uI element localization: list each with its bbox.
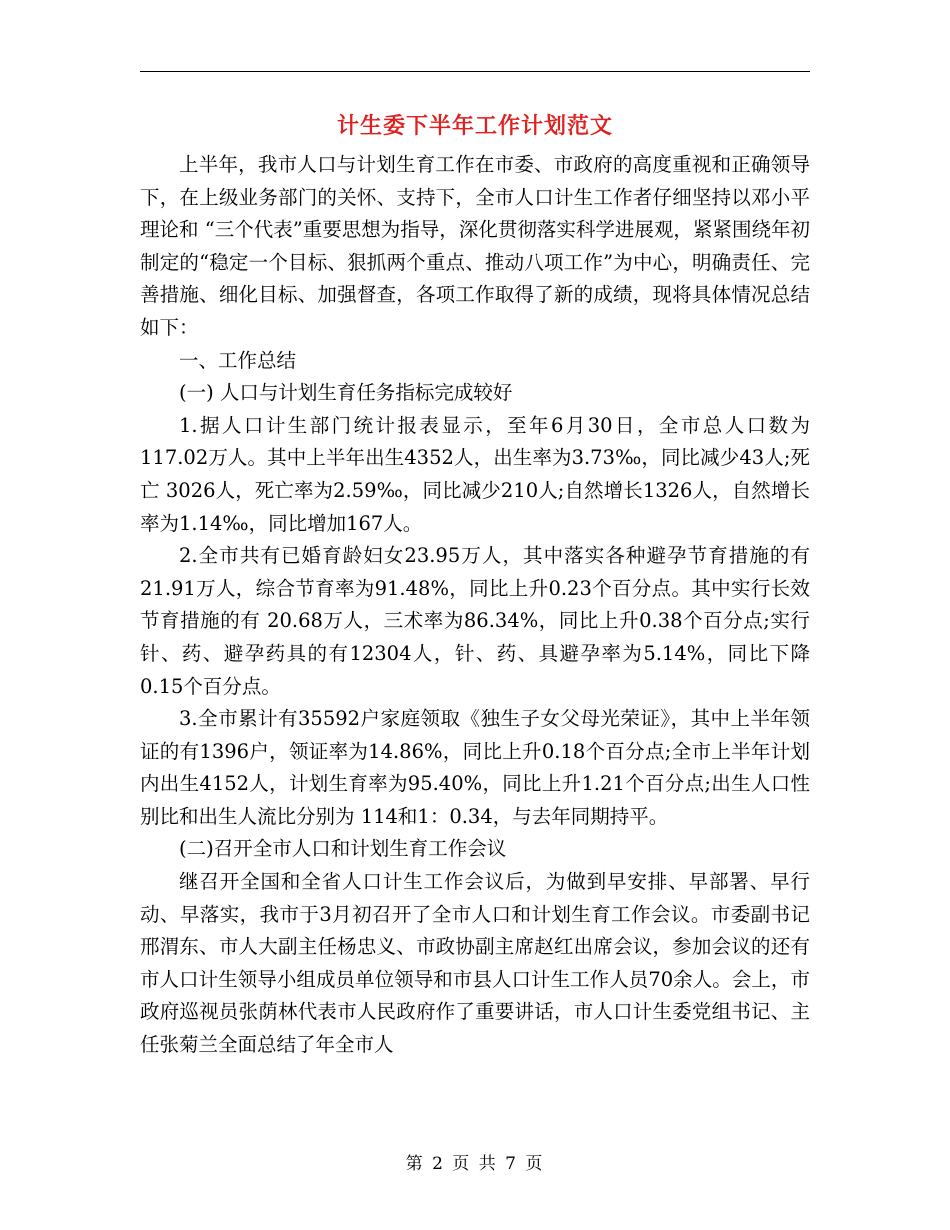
subsection-heading-meeting: (二)召开全市人口和计划生育工作会议 <box>179 837 507 861</box>
document-body <box>140 149 810 1062</box>
paragraph-contraception-stats: 2.全市共有已婚育龄妇女23.95万人，其中落实各种避孕节育措施的有21.91万人，综合节育率为91.48%，同比上升0.23个百分点。其中实行长效节育措施的有 20.68万人，三术率为86.34%，同比上升0.38个百分点;实行针、药、避孕药具的有12304人，针、药、具避孕率为5.14%，同比下降 0.15个百分点。 <box>140 544 810 698</box>
page-number-footer: 第 2 页 共 7 页 <box>405 1154 545 1174</box>
document-title: 计生委下半年工作计划范文 <box>336 113 613 139</box>
header-rule <box>140 71 810 72</box>
paragraph-population-stats: 1.据人口计生部门统计报表显示，至年6月30日，全市总人口数为117.02万人。其中上半年出生4352人，出生率为3.73‰，同比减少43人;死亡 3026人，死亡率为2.59‰，同比减少210人;自然增长1326人，自然增长率为1.14‰，同比增加167人。 <box>140 413 810 535</box>
paragraph-certificate-stats: 3.全市累计有35592户家庭领取《独生子女父母光荣证》，其中上半年领证的有1396户，领证率为14.86%，同比上升0.18个百分点;全市上半年计划内出生4152人，计划生育率为95.40%，同比上升1.21个百分点;出生人口性别比和出生人流比分别为 114和1：0.34，与去年同期持平。 <box>140 707 810 828</box>
subsection-heading-indicators: (一) 人口与计划生育任务指标完成较好 <box>179 381 513 405</box>
paragraph-meeting: 继召开全国和全省人口计生工作会议后，为做到早安排、早部署、早行动、早落实，我市于3月初召开了全市人口和计划生育工作会议。市委副书记邢渭东、市人大副主任杨忠义、市政协副主席赵红出席会议，参加会议的还有市人口计生领导小组成员单位领导和市县人口计生工作人员70余人。会上，市政府巡视员张荫林代表市人民政府作了重要讲话，市人口计生委党组书记、主任张菊兰全面总结了年全市人 <box>140 870 810 1057</box>
paragraph-intro: 上半年，我市人口与计划生育工作在市委、市政府的高度重视和正确领导下，在上级业务部门的关怀、支持下，全市人口计生工作者仔细坚持以邓小平理论和 “三个代表”重要思想为指导，深化贯彻落实科学进展观，紧紧围绕年初制定的“稳定一个目标、狠抓两个重点、推动八项工作”为中心，明确责任、完善措施、细化目标、加强督查，各项工作取得了新的成绩，现将具体情况总结如下： <box>140 153 810 339</box>
section-heading-work-summary: 一、工作总结 <box>179 348 297 372</box>
